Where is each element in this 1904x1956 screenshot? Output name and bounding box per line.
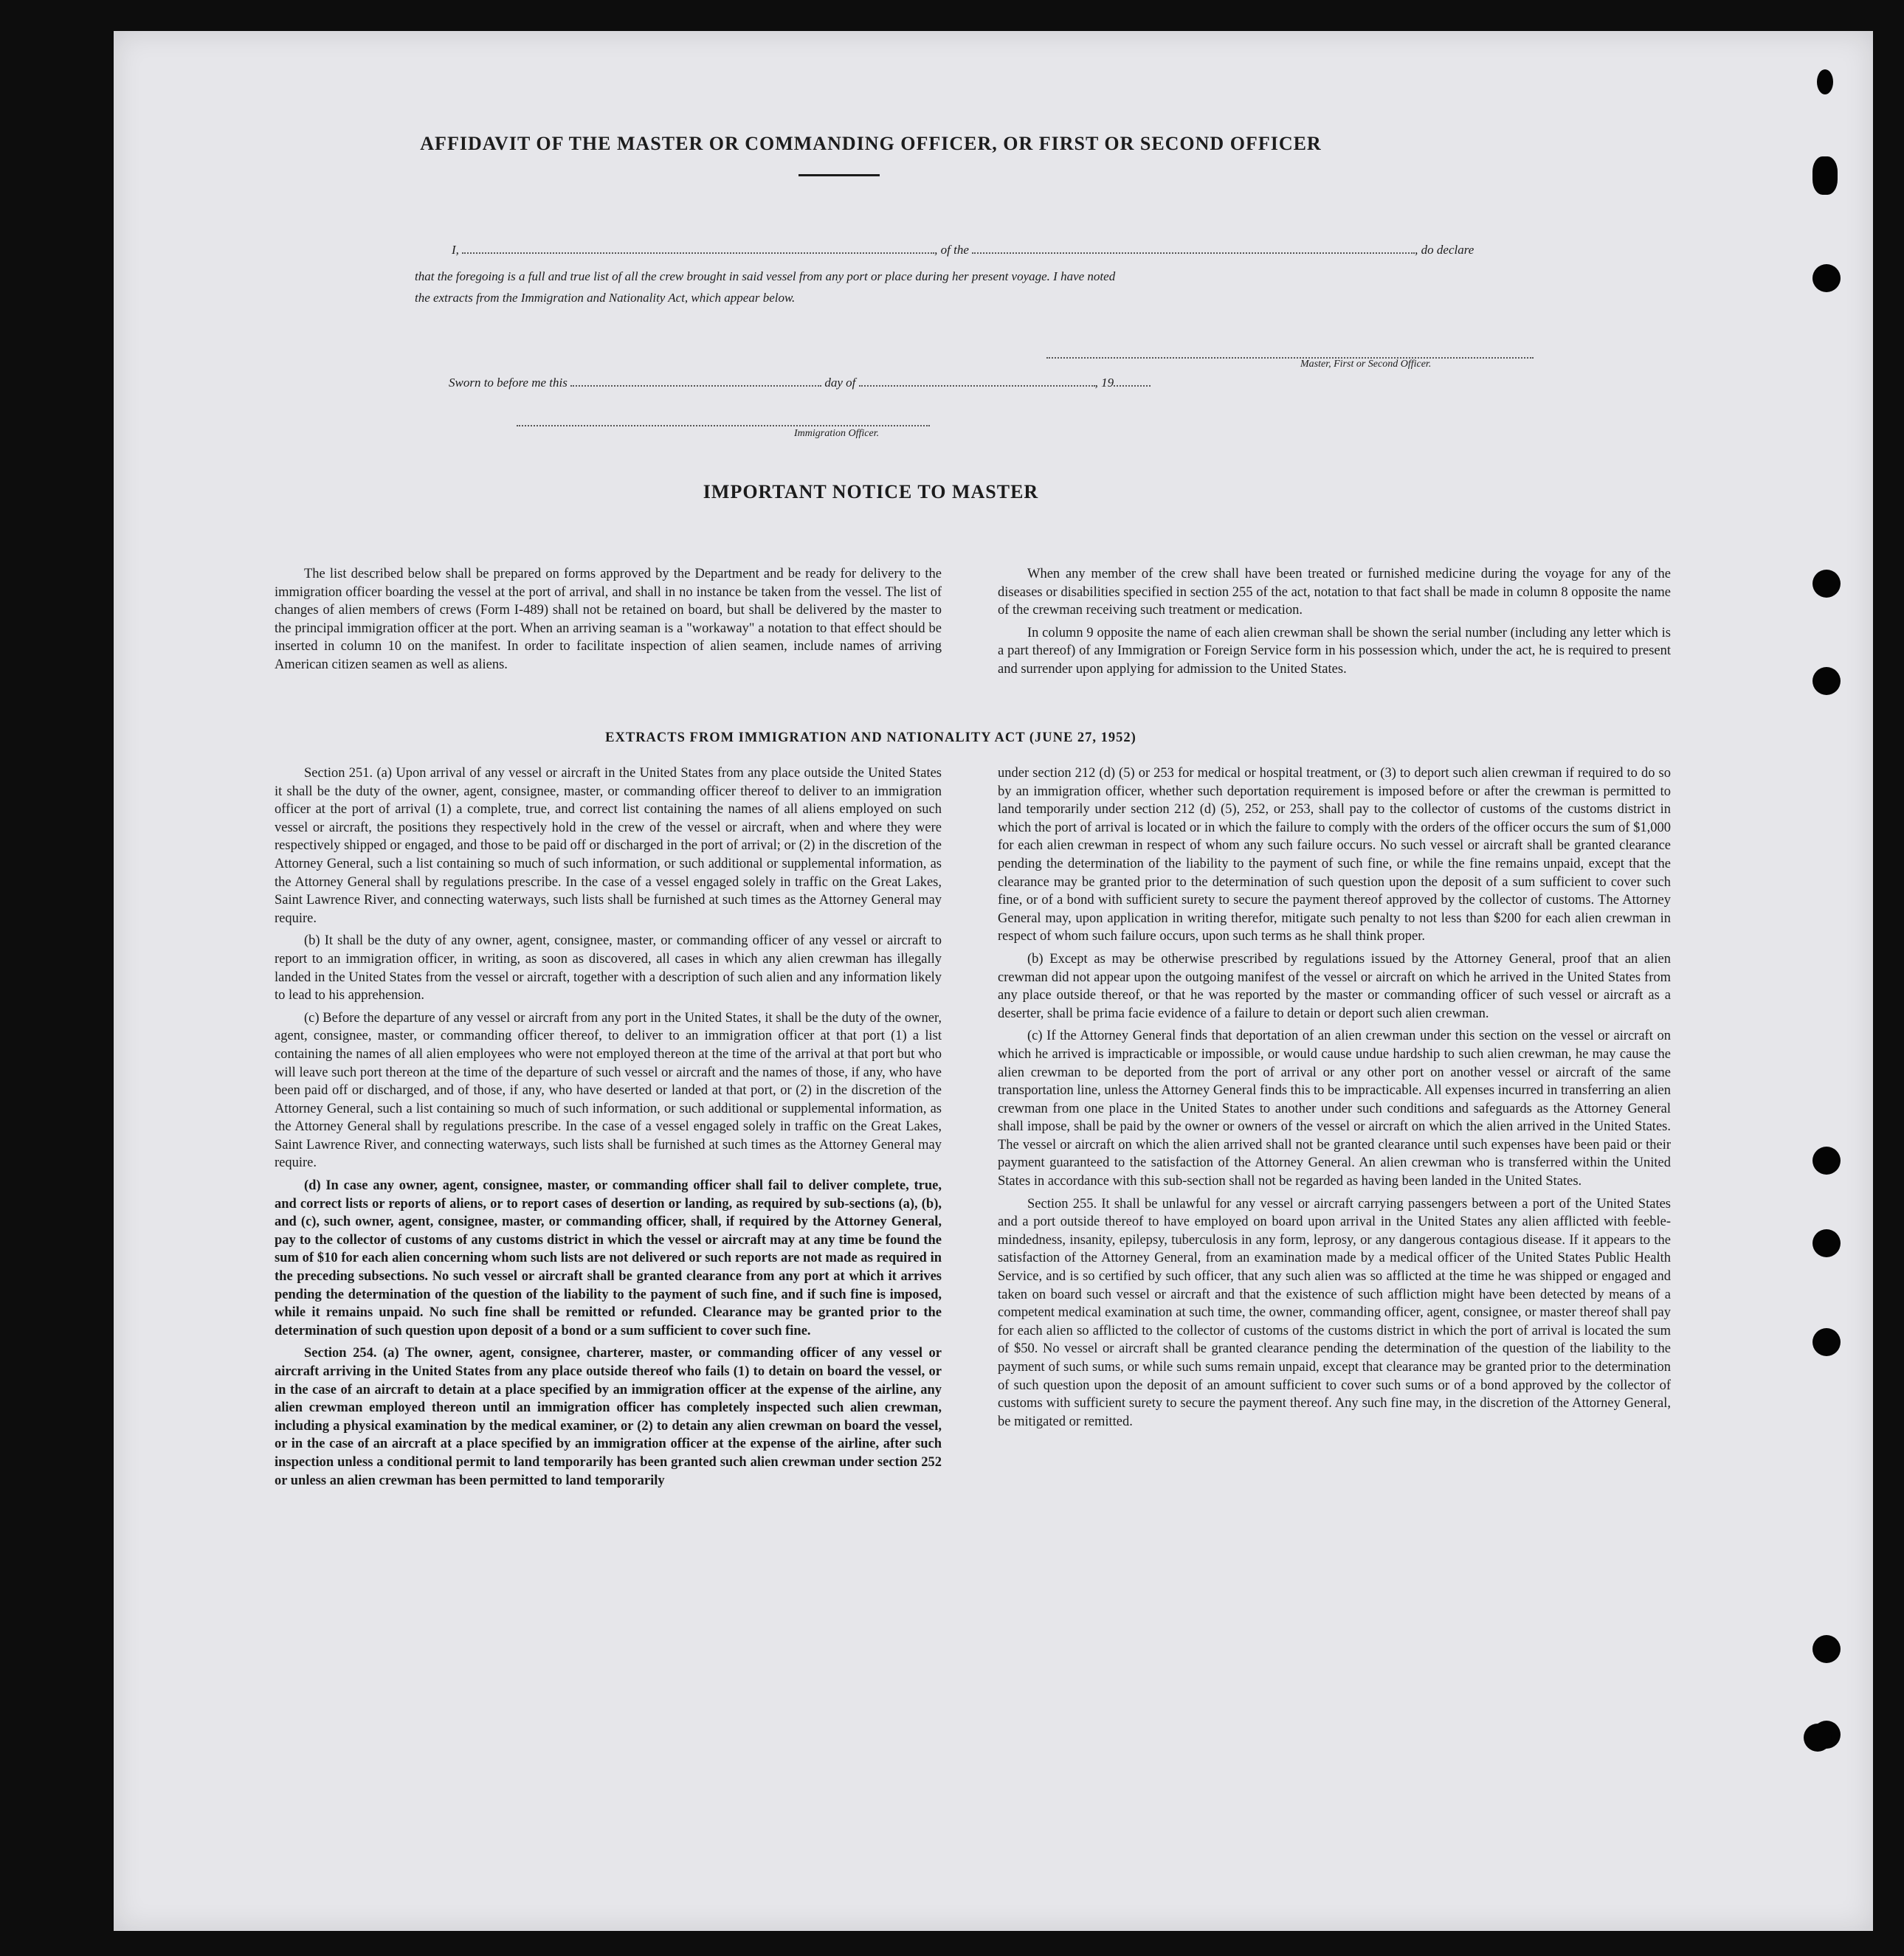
- section-254-b: (b) Except as may be otherwise prescribed by regulations issued by the Attorney General, proof that an alien crewman did not appear upon the outgoing manifest of the vessel or aircraft on which he arrived in the United States from any place outside thereof, or that he was reported by the master or commanding officer of such vessel or aircraft as a deserter, shall be prima facie evidence of a failure to detain or deport such alien crewman.: [998, 951, 1671, 1021]
- immigration-signature-line[interactable]: [517, 425, 930, 426]
- year-label: , 19: [1094, 376, 1114, 390]
- extracts-right-column: [998, 764, 1671, 1435]
- sworn-label: Sworn to before me this: [449, 376, 568, 390]
- punch-hole: [1812, 1328, 1841, 1356]
- affidavit-line-2: that the foregoing is a full and true list of all the crew brought in said vessel from any port or place during her present voyage. I have noted: [415, 269, 1116, 283]
- affidavit-line-3: the extracts from the Immigration and Nationality Act, which appear below.: [415, 291, 796, 305]
- section-254-a: Section 254. (a) The owner, agent, consignee, charterer, master, or commanding officer of any vessel or aircraft arriving in the United States from any place outside thereof who fails (1) to detain on board the vessel, or in the case of an aircraft to detain at a place specified by an immigration officer at the expense of the airline, any alien crewman employed thereon until an immigration officer has completely inspected such alien crewman, including a physical examination by the medical examiner, or (2) to detain any alien crewman on board the vessel, or in the case of an aircraft at a place specified by an immigration officer at the expense of the airline, after such inspection unless a conditional permit to land temporarily has been granted such alien crewman under section 252 or unless an alien crewman has been permitted to land temporarily: [275, 1346, 942, 1488]
- immigration-caption: Immigration Officer.: [794, 428, 880, 439]
- day-of-label: day of: [824, 376, 856, 390]
- section-251-a: Section 251. (a) Upon arrival of any vessel or aircraft in the United States from any place outside the United States it shall be the duty of the owner, agent, consignee, master, or commanding officer thereof to deliver to an immigration officer at the port of arrival (1) a complete, true, and correct list containing the names of all aliens employed on such vessel or aircraft, the positions they respectively hold in the crew of the vessel or aircraft, when and where they were respectively shipped or engaged, and those to be paid off or discharged in the port of arrival; or (2) in the discretion of the Attorney General, such a list containing so much of such information, or such additional or supplemental information, as the Attorney General shall by regulations prescribe. In the case of a vessel engaged solely in traffic on the Great Lakes, Saint Lawrence River, and connecting waterways, such lists shall be furnished at such times as the Attorney General may require.: [275, 766, 942, 926]
- notice-left-paragraph: The list described below shall be prepared on forms approved by the Department and be ready for delivery to the immigration officer boarding the vessel at the port of arrival, and shall in no instance be taken from the vessel. The list of changes of alien members of crews (Form I-489) shall not be retained on board, but shall be delivered by the master to the principal immigration officer at the port. When an arriving seaman is a "workaway" a notation to that effect should be inserted in column 10 on the manifest. In order to facilitate inspection of alien seamen, include names of arriving American citizen seamen as well as aliens.: [275, 567, 942, 672]
- section-254-a-continued: under section 212 (d) (5) or 253 for medical or hospital treatment, or (3) to deport such alien crewman if required to do so by an immigration officer, whether such deportation requirement is imposed before or after the crewman is permitted to land temporarily under section 212 (d) (5), 252, or 253, shall pay to the collector of customs of the customs district in which the port of arrival is located or in which the failure to comply with the orders of the officer occurs the sum of $1,000 for each alien crewman in respect of whom any such failure occurs. No such vessel or aircraft shall be granted clearance pending the determination of the liability to the payment of such fine, or while the fine remains unpaid, except that the clearance may be granted prior to the determination of such question upon the deposit of a sum sufficient to cover such fine, or of a bond with sufficient surety to secure the payment thereof approved by the collector of customs. The Attorney General may, upon application in writing therefor, mitigate such penalty to not less than $200 for each alien crewman in respect of whom such failure occurs, upon such terms as he shall think proper.: [998, 766, 1671, 944]
- notice-right-column: [998, 565, 1671, 683]
- master-signature-line[interactable]: [1046, 357, 1534, 359]
- vessel-field[interactable]: [972, 242, 1415, 254]
- affidavit-line-1: [452, 242, 1474, 258]
- notice-title: IMPORTANT NOTICE TO MASTER: [703, 481, 1039, 502]
- sworn-month-field[interactable]: [859, 375, 1095, 387]
- master-caption: Master, First or Second Officer.: [1300, 359, 1432, 370]
- punch-hole: [1812, 1229, 1841, 1257]
- title-rule: [798, 174, 880, 176]
- notice-right-paragraph-2: In column 9 opposite the name of each alien crewman shall be shown the serial number (including any letter which is a part thereof) of any Immigration or Foreign Service form in his possession which, under the act, he is required to present and surrender upon applying for admission to the United States.: [998, 625, 1671, 677]
- i-label: I,: [452, 243, 459, 257]
- notice-left-column: [275, 565, 942, 679]
- section-251-d: (d) In case any owner, agent, consignee, master, or commanding officer shall fail to deliver complete, true, and correct lists or reports of aliens, or to report cases of desertion or landing, as required by sub-sections (a), (b), and (c), such owner, agent, consignee, master, or commanding officer, shall, if required by the Attorney General, pay to the collector of customs of any customs district in which the vessel or aircraft may at any time be found the sum of $10 for each alien concerning whom such lists are not delivered or such reports are not made as required in the preceding subsections. No such vessel or aircraft shall be granted clearance from any port at which it arrives pending the determination of the question of the liability to the payment of such fine, and if such fine is imposed, while it remains unpaid. No such fine shall be remitted or refunded. Clearance may be granted prior to the determination of such question upon deposit of a bond or a sum sufficient to cover such fine.: [275, 1178, 942, 1338]
- name-field[interactable]: [462, 242, 934, 254]
- punch-hole: [1804, 1724, 1832, 1752]
- sworn-line: [449, 375, 1151, 390]
- section-254-c: (c) If the Attorney General finds that deportation of an alien crewman under this section on the vessel or aircraft on which he arrived is impracticable or impossible, or would cause undue hardship to such alien crewman, he may cause the alien crewman to be deported from the port of arrival or any other port on another vessel or aircraft of the same transportation line, unless the Attorney General finds this to be impracticable. All expenses incurred in transferring an alien crewman from one place in the United States to another under such conditions and safeguards as the Attorney General shall impose, shall be paid by the owner or owners of the vessel or aircraft on which the alien arrived in the United States. The vessel or aircraft on which the alien arrived shall not be granted clearance until such expenses have been paid or their payment guaranteed to the satisfaction of the Attorney General. An alien crewman who is transferred within the United States in accordance with this sub-section shall not be regarded as having been landed in the United States.: [998, 1029, 1671, 1189]
- punch-hole: [1812, 264, 1841, 292]
- notice-right-paragraph-1: When any member of the crew shall have been treated or furnished medicine during the voyage for any of the diseases or disabilities specified in section 255 of the act, notation to that fact shall be made in column 8 opposite the name of the crewman receiving such treatment or medication.: [998, 567, 1671, 618]
- section-255: Section 255. It shall be unlawful for any vessel or aircraft carrying passengers between a port of the United States and a port outside thereof to have employed on board upon arrival in the United States any alien afflicted with feeble-mindedness, insanity, epilepsy, tuberculosis in any form, leprosy, or any dangerous contagious disease. If it appears to the satisfaction of the Attorney General, from an examination made by a medical officer of the United States Public Health Service, and is so certified by such officer, that any such alien was so afflicted at the time he was shipped or engaged and taken on board such vessel or aircraft and that the existence of such affliction might have been detected by means of a competent medical examination at such time, the owner, commanding officer, agent, consignee, or master thereof shall pay for each alien so afflicted to the collector of customs of the customs district in which the port of arrival is located the sum of $50. No vessel or aircraft shall be granted clearance pending the determination of the question of the liability to the payment of such sums, or while such sums remain unpaid, except that clearance may be granted prior to the determination of such question upon the deposit of an amount sufficient to cover such sums or of a bond approved by the collector of customs with sufficient surety to secure the payment thereof. Any such fine may, in the discretion of the Attorney General, be mitigated or remitted.: [998, 1196, 1671, 1429]
- section-251-c: (c) Before the departure of any vessel or aircraft from any port in the United States, it shall be the duty of the owner, agent, consignee, master, or commanding officer thereof, to deliver to an immigration officer at that port (1) a list containing the names of all alien employees who were not employed thereon at the time of the arrival at that port but who will leave such port thereon at the time of the departure of such vessel or aircraft and the names of those, if any, who have been paid off or discharged, and of those, if any, who have deserted or landed at that port, or (2) in the discretion of the Attorney General, such a list containing so much of such information, or such additional or supplemental information, as the Attorney General shall by regulations prescribe. In the case of a vessel engaged solely in traffic on the Great Lakes, Saint Lawrence River, and connecting waterways, such lists shall be furnished at such times as the Attorney General may require.: [275, 1010, 942, 1171]
- extracts-left-column: [275, 764, 942, 1494]
- of-the-label: , of the: [934, 243, 969, 257]
- section-251-b: (b) It shall be the duty of any owner, agent, consignee, master, or commanding officer of any vessel or aircraft to report to an immigration officer, in writing, as soon as discovered, all cases in which any alien crewman has illegally landed in the United States from the vessel or aircraft, together with a description of such alien and any information likely to lead to his apprehension.: [275, 933, 942, 1003]
- extracts-title: EXTRACTS FROM IMMIGRATION AND NATIONALITY ACT (JUNE 27, 1952): [605, 730, 1136, 745]
- affidavit-title: AFFIDAVIT OF THE MASTER OR COMMANDING OFFICER, OR FIRST OR SECOND OFFICER: [420, 133, 1322, 154]
- punch-hole: [1812, 1635, 1841, 1663]
- punch-hole: [1812, 667, 1841, 695]
- do-declare-label: , do declare: [1415, 243, 1474, 257]
- sworn-day-field[interactable]: [570, 375, 821, 387]
- punch-hole: [1812, 570, 1841, 598]
- punch-hole: [1812, 1147, 1841, 1175]
- punch-hole: [1812, 156, 1838, 195]
- punch-hole: [1817, 69, 1833, 94]
- sworn-year-field[interactable]: [1114, 375, 1151, 387]
